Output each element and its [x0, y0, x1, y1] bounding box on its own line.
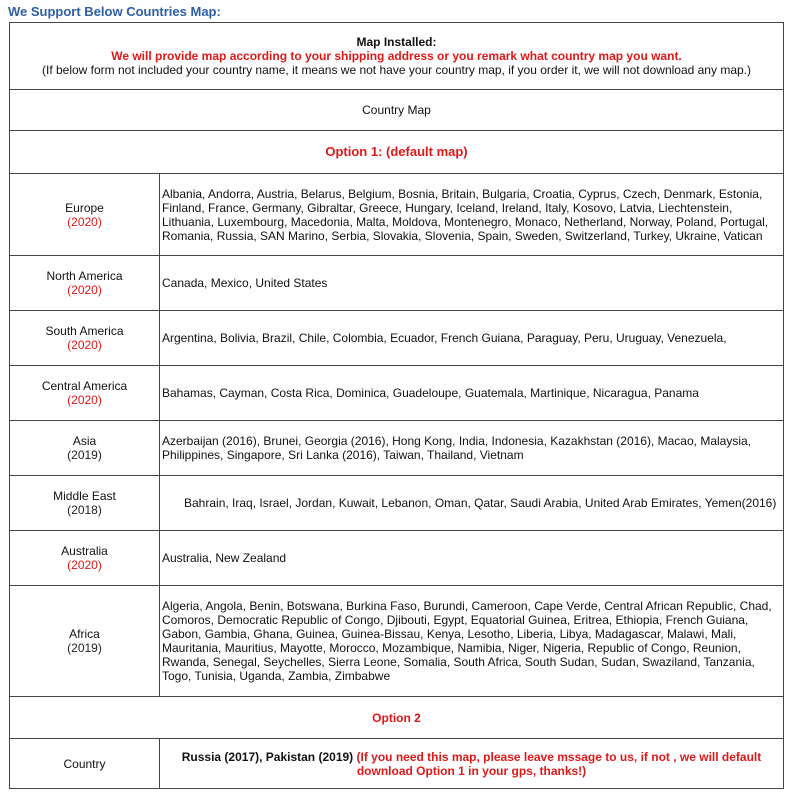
- region-label: [10, 531, 160, 586]
- region-label: [10, 256, 160, 311]
- region-row-africa: [10, 586, 784, 697]
- region-countries: Azerbaijan (2016), Brunei, Georgia (2016), Hong Kong, India, Indonesia, Kazakhstan (2016), Macao, Malaysia, Philippines, Singapore, Sri Lanka (2016), Taiwan, Thailand, Vietnam: [160, 421, 784, 476]
- header-row: [10, 90, 784, 131]
- option2-row: [10, 697, 784, 739]
- region-row-australia: [10, 531, 784, 586]
- region-name: Middle East: [53, 489, 116, 503]
- country-map-table: [9, 22, 784, 789]
- region-name: Africa: [69, 627, 100, 641]
- region-year: (2020): [67, 393, 102, 407]
- option2-countries: Russia (2017), Pakistan (2019): [181, 749, 354, 764]
- region-year: (2019): [67, 448, 102, 462]
- option2-cell: Option 2: [10, 697, 784, 739]
- intro-title: Map Installed:: [356, 35, 437, 49]
- region-countries: Algeria, Angola, Benin, Botswana, Burkina Faso, Burundi, Cameroon, Cape Verde, Central African Republic, Chad, Comoros, Democratic Republic of Congo, Djibouti, Egypt, Equatorial Guinea, Eritrea, Ethiopia, French Guiana, Gabon, Gambia, Ghana, Guinea, Guinea-Bissau, Kenya, Lesotho, Liberia, Libya, Madagascar, Malawi, Mali, Mauritania, Mauritius, Mayotte, Morocco, Mozambique, Namibia, Niger, Nigeria, Republic of Congo, Reunion, Rwanda, Senegal, Seychelles, Sierra Leone, Somalia, South Africa, South Sudan, Sudan, Swaziland, Tanzania, Togo, Tunisia, Uganda, Zambia, Zimbabwe: [160, 586, 784, 697]
- region-row-south-america: [10, 311, 784, 366]
- region-row-central-america: [10, 366, 784, 421]
- intro-note: (If below form not included your country name, it means we not have your country map, if you order it, we will not download any map.): [41, 63, 751, 77]
- region-name: North America: [46, 269, 123, 283]
- region-row-north-america: [10, 256, 784, 311]
- page-heading: We Support Below Countries Map:: [8, 4, 221, 19]
- option2-country-row: [10, 739, 784, 789]
- region-label: [10, 174, 160, 256]
- region-row-europe: [10, 174, 784, 256]
- region-label: [10, 476, 160, 531]
- intro-notice: We will provide map according to your shipping address or you remark what country map you want.: [111, 49, 682, 63]
- region-name: Central America: [41, 379, 128, 393]
- region-countries: Bahamas, Cayman, Costa Rica, Dominica, Guadeloupe, Guatemala, Martinique, Nicaragua, Panama: [160, 366, 784, 421]
- region-row-asia: [10, 421, 784, 476]
- region-year: (2020): [67, 338, 102, 352]
- region-name: Asia: [72, 434, 97, 448]
- option2-content: [160, 739, 784, 789]
- region-name: South America: [45, 324, 124, 338]
- region-countries: Bahrain, Iraq, Israel, Jordan, Kuwait, Lebanon, Oman, Qatar, Saudi Arabia, United Arab Emirates, Yemen(2016): [160, 476, 784, 531]
- region-row-middle-east: [10, 476, 784, 531]
- region-year: (2020): [67, 283, 102, 297]
- header-cell: Country Map: [10, 90, 784, 131]
- option1-cell: Option 1: (default map): [10, 131, 784, 174]
- intro-cell: [10, 23, 784, 90]
- region-label: [10, 586, 160, 697]
- region-year: (2019): [67, 641, 102, 655]
- option2-label: Country: [10, 739, 160, 789]
- region-label: [10, 311, 160, 366]
- region-year: (2018): [67, 503, 102, 517]
- region-label: [10, 366, 160, 421]
- region-countries: Albania, Andorra, Austria, Belarus, Belgium, Bosnia, Britain, Bulgaria, Croatia, Cyprus, Czech, Denmark, Estonia, Finland, France, Germany, Gibraltar, Greece, Hungary, Iceland, Ireland, Italy, Kosovo, Latvia, Liechtenstein, Lithuania, Luxembourg, Macedonia, Malta, Moldova, Montenegro, Monaco, Netherland, Norway, Poland, Portugal, Romania, Russia, SAN Marino, Serbia, Slovakia, Slovenia, Spain, Sweden, Switzerland, Turkey, Ukraine, Vatican: [160, 174, 784, 256]
- region-countries: Argentina, Bolivia, Brazil, Chile, Colombia, Ecuador, French Guiana, Paraguay, Peru, Uruguay, Venezuela,: [160, 311, 784, 366]
- region-countries: Australia, New Zealand: [160, 531, 784, 586]
- region-label: [10, 421, 160, 476]
- region-year: (2020): [67, 558, 102, 572]
- region-countries: Canada, Mexico, United States: [160, 256, 784, 311]
- region-name: Australia: [61, 544, 108, 558]
- region-name: Europe: [65, 200, 104, 215]
- region-year: (2020): [67, 214, 102, 229]
- option2-message: (If you need this map, please leave mssage to us, if not , we will default download Option 1 in your gps, thanks!): [356, 749, 762, 778]
- intro-row: [10, 23, 784, 90]
- option1-row: [10, 131, 784, 174]
